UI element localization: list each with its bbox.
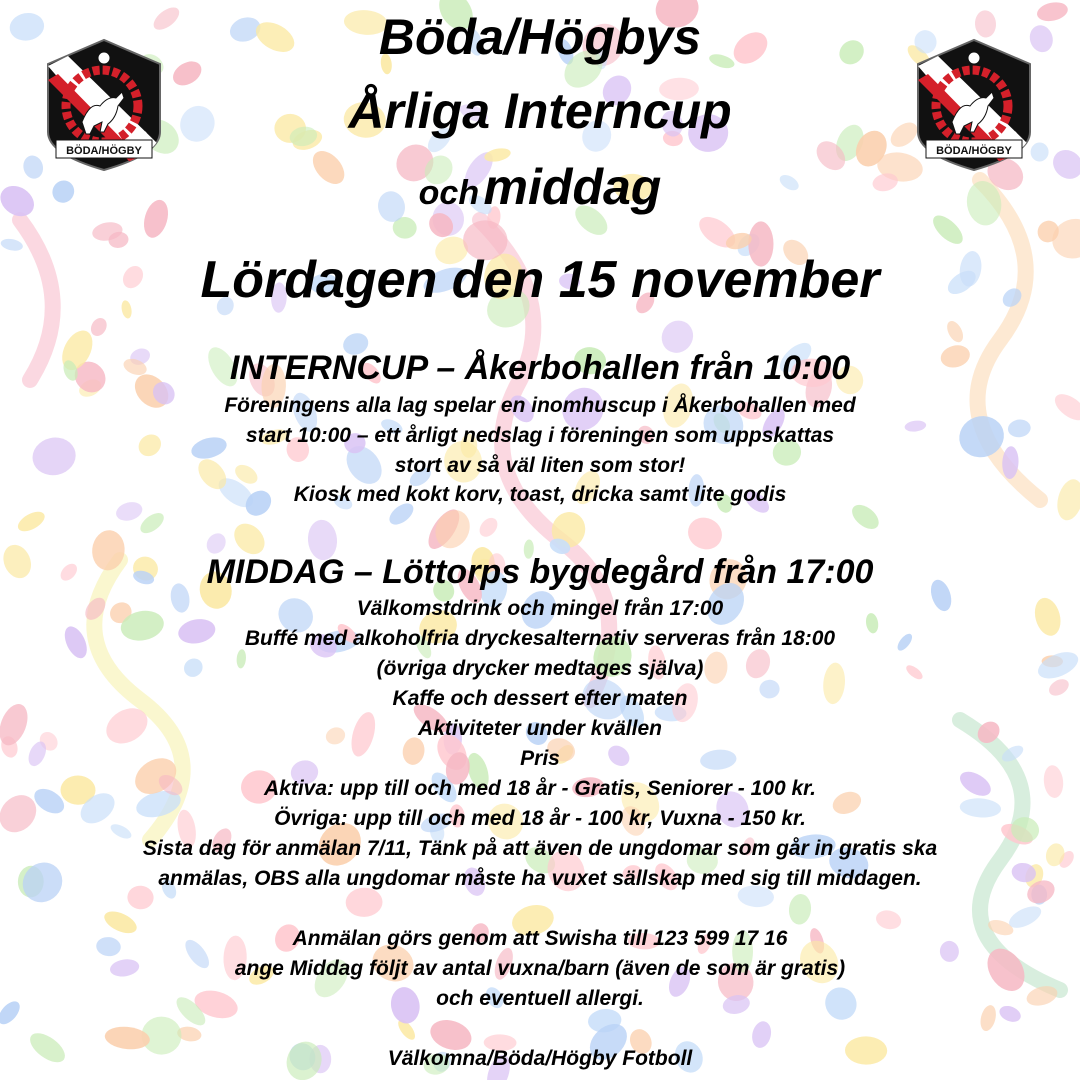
middag-heading: MIDDAG – Löttorps bygdegård från 17:00 xyxy=(206,553,874,591)
middag-line: Sista dag för anmälan 7/11, Tänk på att även de ungdomar som går in gratis ska xyxy=(142,837,938,860)
title-line-3-prefix: och xyxy=(418,174,480,212)
interncup-line: stort av så väl liten som stor! xyxy=(394,454,686,477)
logo-text-left: BÖDA/HÖGBY xyxy=(66,145,142,157)
middag-line: anmälas, OBS alla ungdomar måste ha vuxet sällskap med sig till middagen. xyxy=(158,867,922,890)
logo-year-left: 2003 xyxy=(133,132,147,138)
interncup-line: start 10:00 – ett årligt nedslag i föreningen som uppskattas xyxy=(245,424,835,447)
interncup-heading: INTERNCUP – Åkerbohallen från 10:00 xyxy=(229,349,851,387)
middag-line: (övriga drycker medtages själva) xyxy=(376,657,704,680)
logo-text-right: BÖDA/HÖGBY xyxy=(936,145,1012,157)
signup-line: och eventuell allergi. xyxy=(436,987,644,1010)
middag-price-label: Pris xyxy=(520,747,560,770)
middag-line: Buffé med alkoholfria dryckesalternativ serveras från 18:00 xyxy=(244,627,836,650)
closing-signature: Välkomna/Böda/Högby Fotboll xyxy=(387,1047,693,1070)
interncup-line: Föreningens alla lag spelar en inomhuscup i Åkerbohallen med xyxy=(224,394,856,417)
event-date: Lördagen den 15 november xyxy=(200,251,880,309)
signup-line: ange Middag följt av antal vuxna/barn (även de som är gratis) xyxy=(234,957,846,980)
title-line-2: Årliga Interncup xyxy=(348,83,732,139)
interncup-line: Kiosk med kokt korv, toast, dricka samt lite godis xyxy=(293,483,787,506)
title-line-1: Böda/Högbys xyxy=(378,9,702,65)
middag-price-line: Aktiva: upp till och med 18 år - Gratis, Seniorer - 100 kr. xyxy=(263,777,817,800)
middag-price-line: Övriga: upp till och med 18 år - 100 kr, Vuxna - 150 kr. xyxy=(274,807,806,830)
middag-line: Välkomstdrink och mingel från 17:00 xyxy=(356,597,724,620)
middag-line: Kaffe och dessert efter maten xyxy=(392,687,688,710)
logo-year-right: 2003 xyxy=(1003,132,1017,138)
title-line-3-main: middag xyxy=(483,159,662,215)
signup-line: Anmälan görs genom att Swisha till 123 599 17 16 xyxy=(292,927,788,950)
middag-line: Aktiviteter under kvällen xyxy=(418,717,662,740)
title-line-3 xyxy=(0,156,1080,231)
